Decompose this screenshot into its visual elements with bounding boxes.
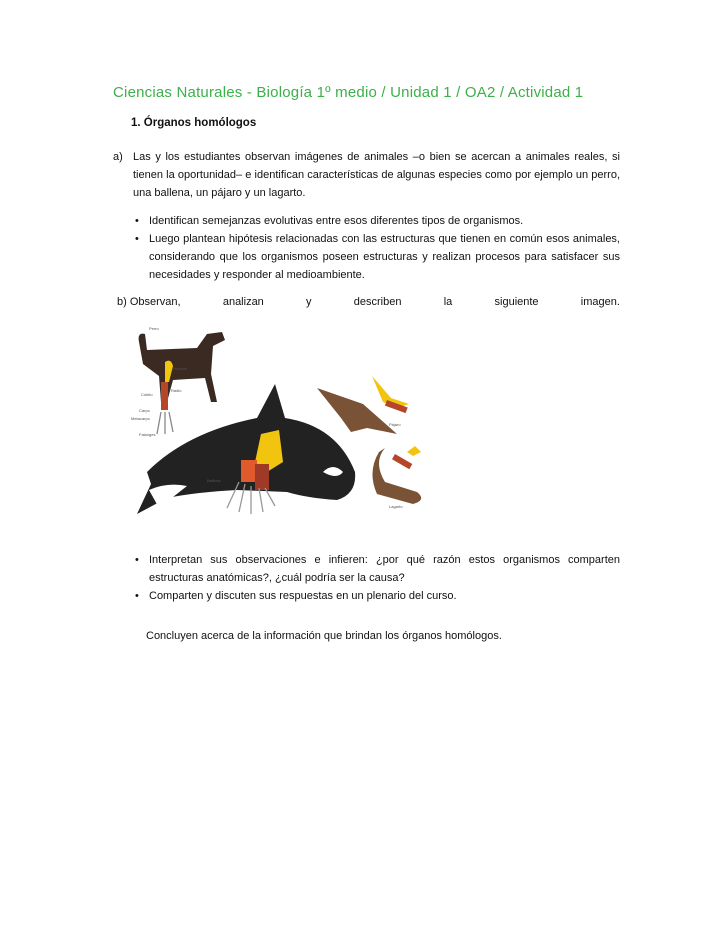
part-b-bullets: [133, 551, 620, 605]
dog-illustration: [139, 332, 225, 434]
list-item: • Identifican semejanzas evolutivas entre esos diferentes tipos de organismos.: [133, 212, 620, 230]
figure-label: Falanges: [139, 432, 156, 437]
conclusion-text: Concluyen acerca de la información que brindan los órganos homólogos.: [146, 630, 502, 642]
part-b-label-word: b) Observan,: [117, 296, 181, 308]
part-a-text: Las y los estudiantes observan imágenes de animales –o bien se acercan a animales reales, si tienen la oportunidad– e identifican características de algunas especies como por ejemplo un perro, una ballena, un pájaro y un lagarto.: [133, 151, 620, 199]
list-item: • Comparten y discuten sus respuestas en un plenario del curso.: [133, 587, 620, 605]
figure-label: Pájaro: [389, 422, 401, 427]
list-item: • Interpretan sus observaciones e infieren: ¿por qué razón estos organismos comparten estructuras anatómicas?, ¿cuál podría ser la causa?: [133, 551, 620, 587]
word: siguiente: [494, 296, 539, 308]
word: analizan: [222, 296, 264, 308]
figure-label: Lagarto: [389, 504, 403, 509]
word: y: [306, 296, 312, 308]
page-title: Ciencias Naturales - Biología 1º medio / Unidad 1 / OA2 / Actividad 1: [113, 84, 584, 101]
homologous-organs-figure: [127, 322, 447, 518]
word: describen: [353, 296, 402, 308]
part-a: [113, 148, 620, 202]
lizard-illustration: [372, 446, 421, 504]
figure-label: Húmero: [173, 366, 188, 371]
figure-label: Metacarpo: [131, 416, 150, 421]
figure-label: Carpo: [139, 408, 150, 413]
list-item: • Luego plantean hipótesis relacionadas con las estructuras que tienen en común esos animales, considerando que los organismos poseen estructuras y realizan procesos para satisfacer sus necesidades y responder al medioambiente.: [133, 230, 620, 284]
word: la: [443, 296, 453, 308]
figure-label: Ballena: [207, 478, 221, 483]
part-a-label: a): [113, 151, 123, 163]
figure-label: Cúbito: [141, 392, 153, 397]
figure-label: Radio: [171, 388, 182, 393]
section-heading: 1. Órganos homólogos: [131, 117, 257, 129]
word: imagen.: [580, 296, 620, 308]
orca-illustration: [137, 384, 355, 514]
part-b-instruction: [117, 296, 620, 308]
part-a-bullets: [133, 212, 620, 284]
figure-label: Perro: [149, 326, 159, 331]
